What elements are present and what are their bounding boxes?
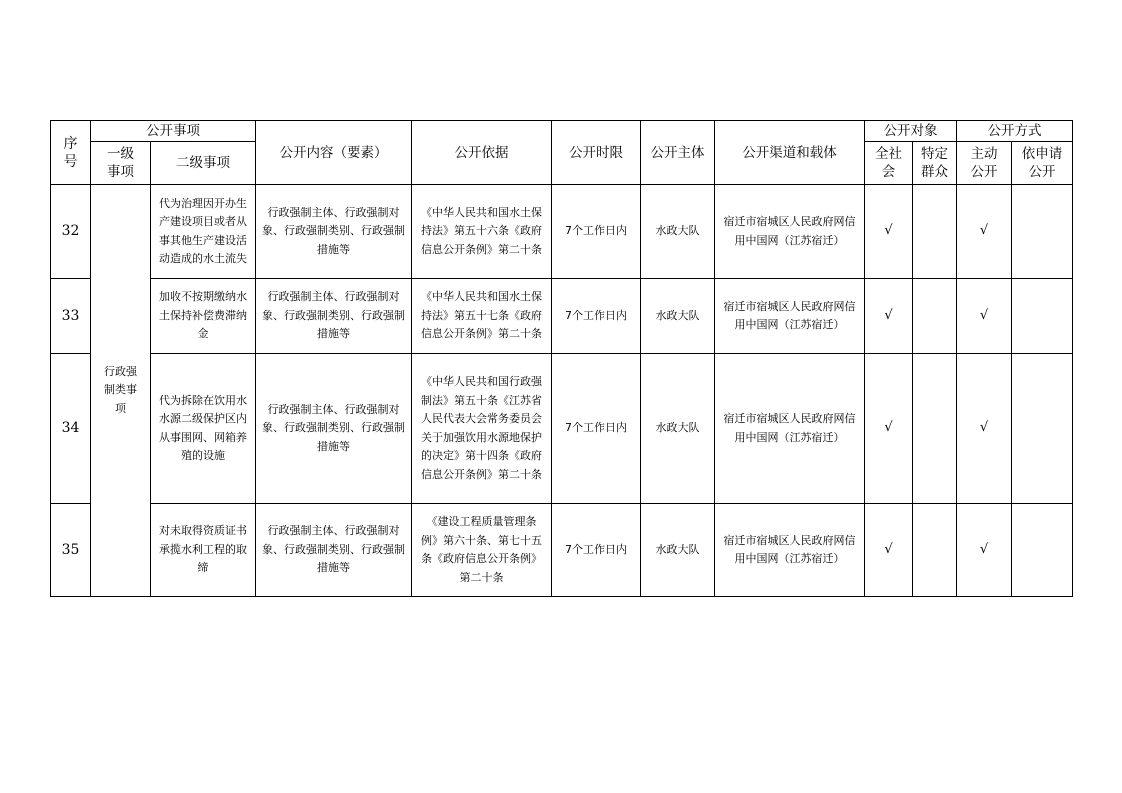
time-limit-cell: 7个工作日内 — [552, 279, 641, 354]
header-basis: 公开依据 — [412, 121, 552, 185]
header-method-active: 主动公开 — [957, 142, 1012, 185]
content-cell: 行政强制主体、行政强制对象、行政强制类别、行政强制措施等 — [256, 504, 412, 597]
row-number: 35 — [51, 504, 91, 597]
target-specific-check — [913, 504, 957, 597]
method-request-check — [1012, 504, 1073, 597]
subject-cell: 水政大队 — [641, 354, 715, 504]
time-limit-cell: 7个工作日内 — [552, 185, 641, 279]
level2-item: 加收不按期缴纳水土保持补偿费滞纳金 — [151, 279, 256, 354]
content-cell: 行政强制主体、行政强制对象、行政强制类别、行政强制措施等 — [256, 185, 412, 279]
method-request-check — [1012, 279, 1073, 354]
target-specific-check — [913, 354, 957, 504]
method-active-check: √ — [957, 279, 1012, 354]
table-row — [51, 185, 1073, 279]
header-level2: 二级事项 — [151, 142, 256, 185]
time-limit-cell: 7个工作日内 — [552, 354, 641, 504]
header-time-limit: 公开时限 — [552, 121, 641, 185]
header-target-all: 全社会 — [865, 142, 913, 185]
level2-item: 对未取得资质证书承揽水利工程的取缔 — [151, 504, 256, 597]
header-channel: 公开渠道和载体 — [715, 121, 865, 185]
row-number: 32 — [51, 185, 91, 279]
target-specific-check — [913, 185, 957, 279]
header-level1: 一级事项 — [91, 142, 151, 185]
basis-cell: 《中华人民共和国行政强制法》第五十条《江苏省人民代表大会常务委员会关于加强饮用水源地保护的决定》第十四条《政府信息公开条例》第二十条 — [412, 354, 552, 504]
time-limit-cell: 7个工作日内 — [552, 504, 641, 597]
header-subject: 公开主体 — [641, 121, 715, 185]
channel-cell: 宿迁市宿城区人民政府网信用中国网（江苏宿迁） — [715, 185, 865, 279]
subject-cell: 水政大队 — [641, 279, 715, 354]
basis-cell: 《中华人民共和国水土保持法》第五十六条《政府信息公开条例》第二十条 — [412, 185, 552, 279]
content-cell: 行政强制主体、行政强制对象、行政强制类别、行政强制措施等 — [256, 354, 412, 504]
basis-cell: 《建设工程质量管理条例》第六十条、第七十五条《政府信息公开条例》第二十条 — [412, 504, 552, 597]
channel-cell: 宿迁市宿城区人民政府网信用中国网（江苏宿迁） — [715, 354, 865, 504]
header-target-specific: 特定群众 — [913, 142, 957, 185]
table-row — [51, 279, 1073, 354]
method-active-check: √ — [957, 354, 1012, 504]
content-cell: 行政强制主体、行政强制对象、行政强制类别、行政强制措施等 — [256, 279, 412, 354]
level1-item: 行政强制类事项 — [91, 185, 151, 597]
target-all-check: √ — [865, 354, 913, 504]
table-row — [51, 354, 1073, 504]
channel-cell: 宿迁市宿城区人民政府网信用中国网（江苏宿迁） — [715, 279, 865, 354]
method-request-check — [1012, 354, 1073, 504]
header-content: 公开内容（要素） — [256, 121, 412, 185]
subject-cell: 水政大队 — [641, 504, 715, 597]
target-all-check: √ — [865, 279, 913, 354]
target-specific-check — [913, 279, 957, 354]
disclosure-table — [50, 120, 1073, 597]
level2-item: 代为治理因开办生产建设项目或者从事其他生产建设活动造成的水土流失 — [151, 185, 256, 279]
table-row — [51, 504, 1073, 597]
target-all-check: √ — [865, 185, 913, 279]
subject-cell: 水政大队 — [641, 185, 715, 279]
level2-item: 代为拆除在饮用水水源二级保护区内从事围网、网箱养殖的设施 — [151, 354, 256, 504]
header-seq: 序号 — [51, 121, 91, 185]
row-number: 34 — [51, 354, 91, 504]
header-target: 公开对象 — [865, 121, 957, 142]
basis-cell: 《中华人民共和国水土保持法》第五十七条《政府信息公开条例》第二十条 — [412, 279, 552, 354]
header-row-1 — [51, 121, 1073, 142]
channel-cell: 宿迁市宿城区人民政府网信用中国网（江苏宿迁） — [715, 504, 865, 597]
method-request-check — [1012, 185, 1073, 279]
row-number: 33 — [51, 279, 91, 354]
method-active-check: √ — [957, 185, 1012, 279]
header-method-request: 依申请公开 — [1012, 142, 1073, 185]
header-public-items: 公开事项 — [91, 121, 256, 142]
header-method: 公开方式 — [957, 121, 1073, 142]
target-all-check: √ — [865, 504, 913, 597]
method-active-check: √ — [957, 504, 1012, 597]
